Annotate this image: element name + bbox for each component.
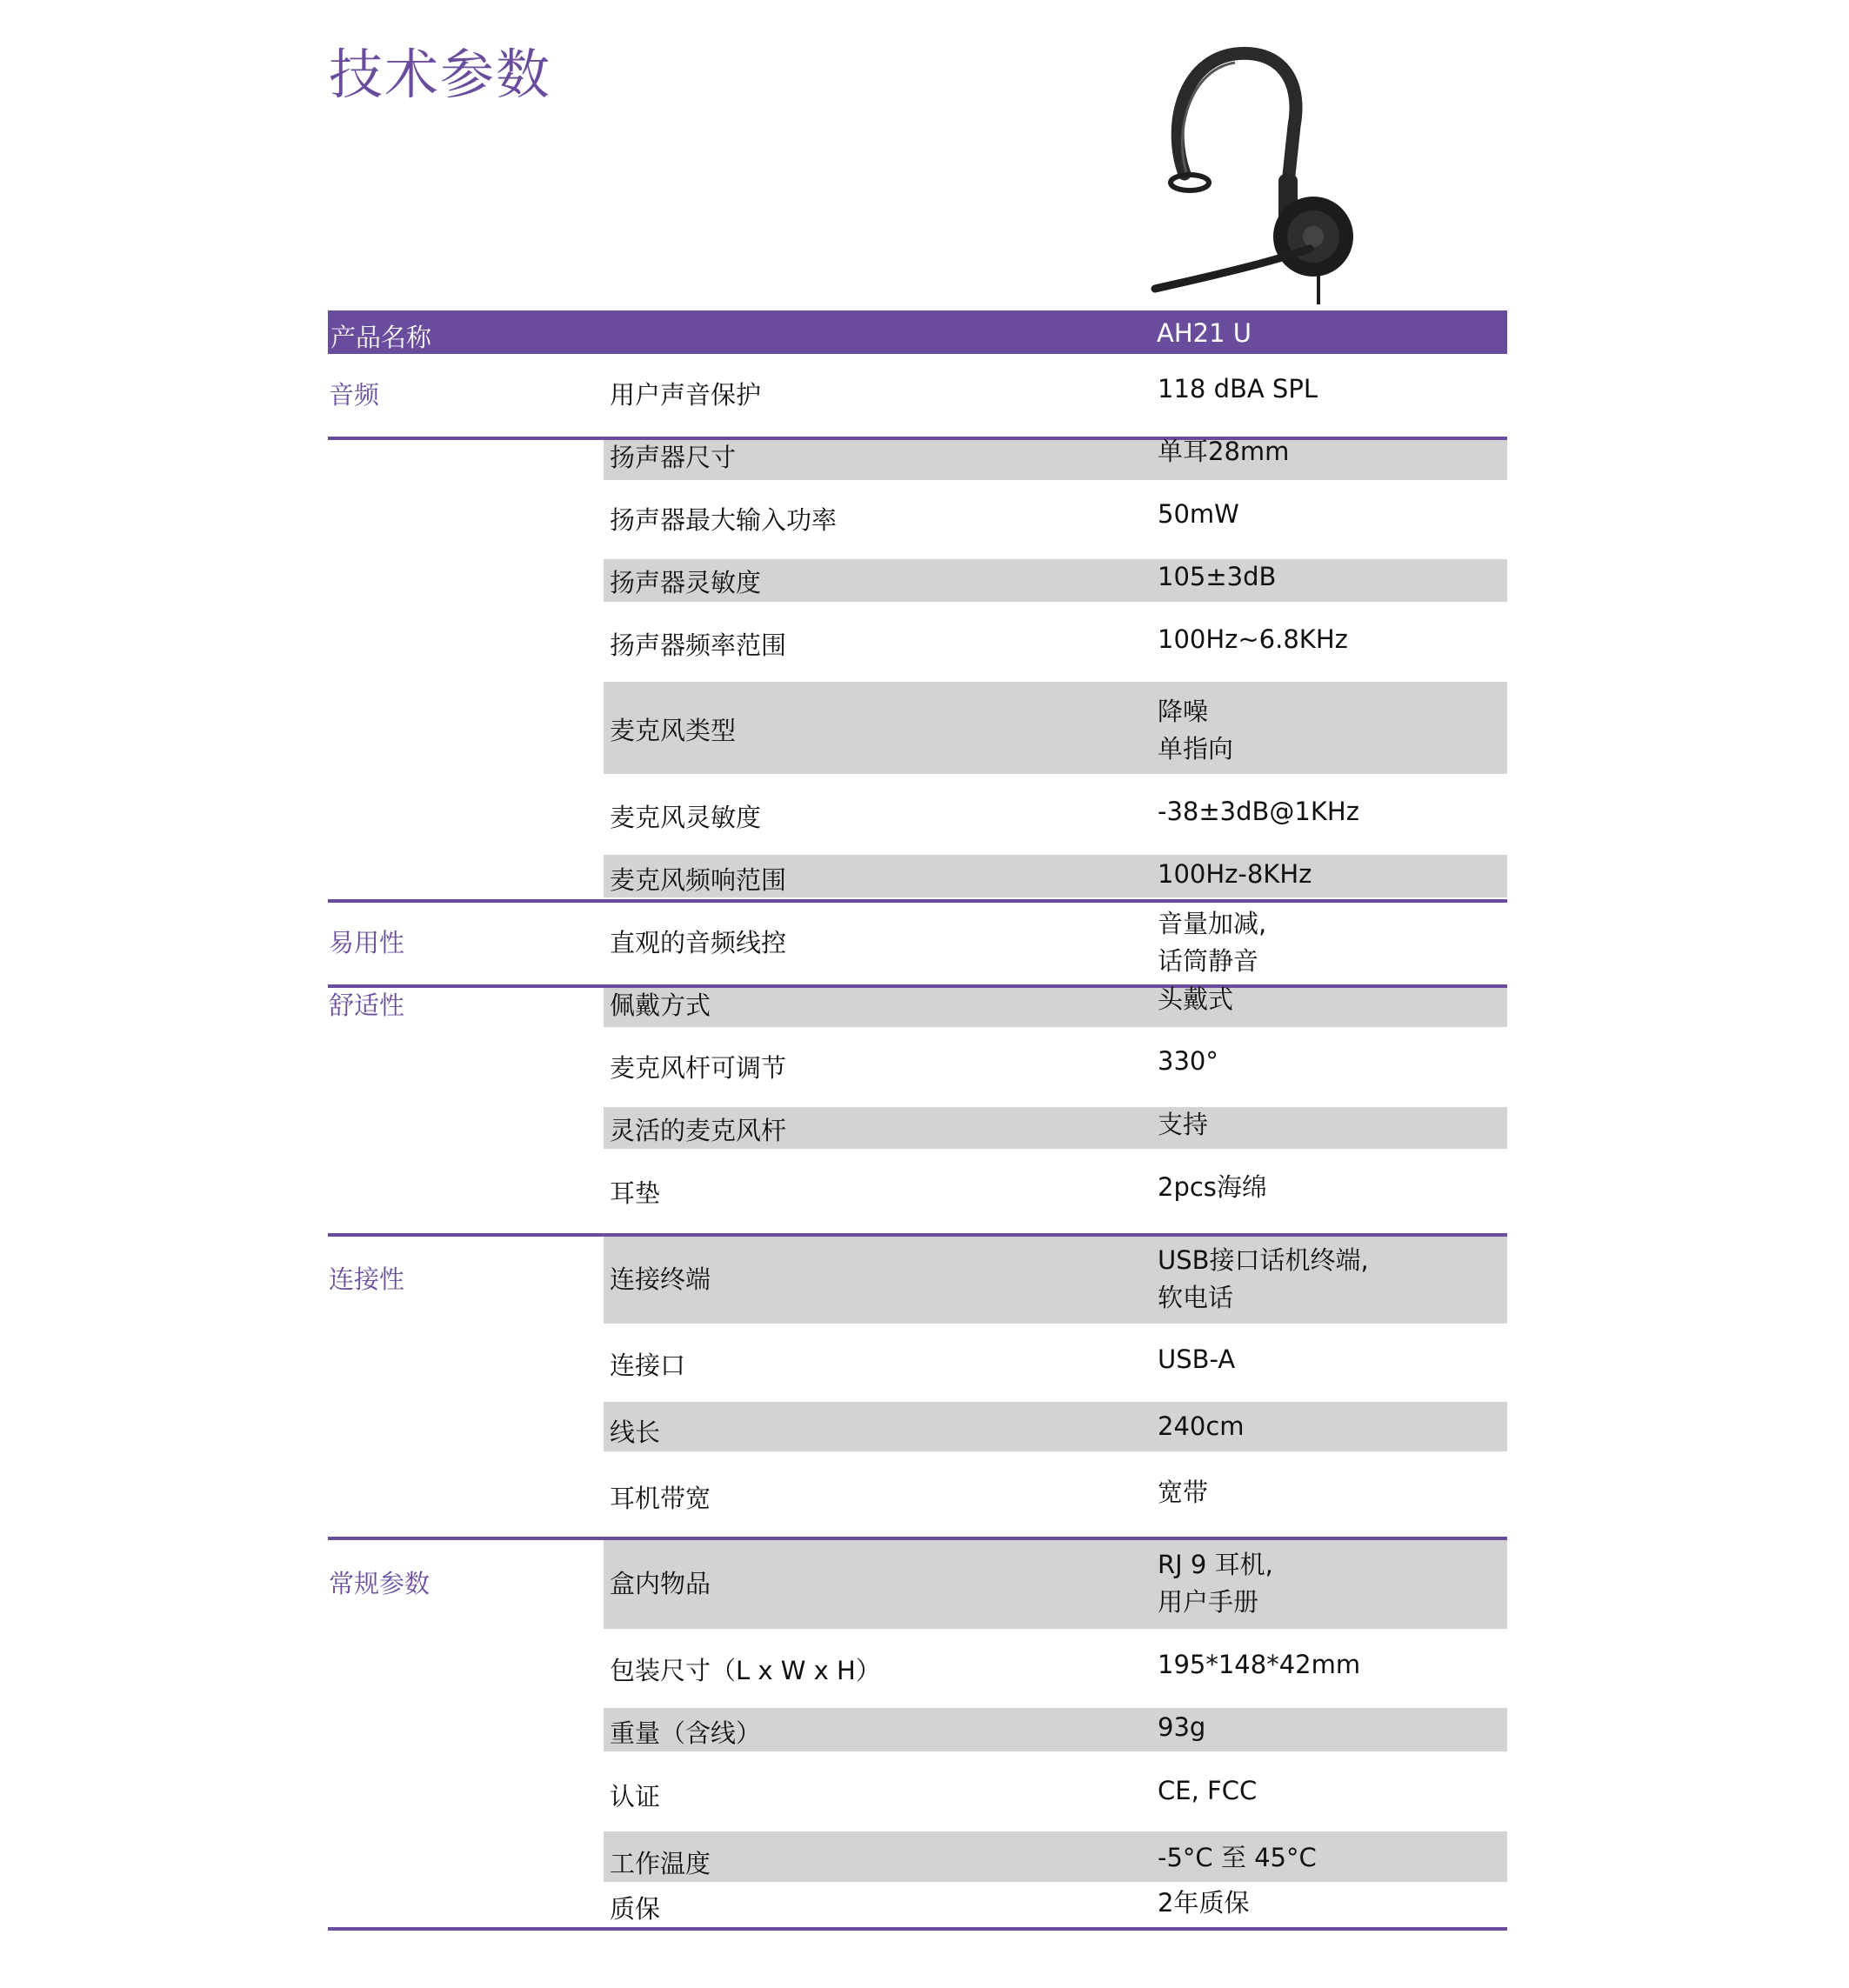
spec-value: 50mW — [1158, 499, 1239, 529]
spec-label: 重量（含线） — [610, 1718, 762, 1748]
section-divider — [328, 984, 1507, 988]
section-general: 常规参数 — [329, 1569, 431, 1598]
section-divider — [328, 1537, 1507, 1540]
spec-label: 扬声器尺寸 — [610, 443, 737, 472]
spec-value: 100Hz-8KHz — [1158, 859, 1312, 889]
spec-value: 105±3dB — [1158, 562, 1277, 591]
spec-label: 灵活的麦克风杆 — [610, 1116, 787, 1145]
spec-label: 扬声器频率范围 — [610, 630, 787, 660]
section-divider — [328, 1233, 1507, 1237]
spec-value: 195*148*42mm — [1158, 1650, 1361, 1679]
spec-value: -38±3dB@1KHz — [1158, 797, 1359, 826]
spec-value: CE, FCC — [1158, 1776, 1258, 1805]
spec-value: 118 dBA SPL — [1158, 374, 1318, 404]
spec-label: 包装尺寸（L x W x H） — [610, 1656, 881, 1685]
section-comfort: 舒适性 — [329, 991, 405, 1020]
spec-value: 单耳28mm — [1158, 437, 1290, 466]
spec-value: 240cm — [1158, 1411, 1245, 1441]
spec-label: 麦克风灵敏度 — [610, 803, 762, 832]
header-product-name-label: 产品名称 — [330, 323, 432, 352]
spec-label: 耳机带宽 — [610, 1484, 711, 1513]
spec-label: 连接终端 — [610, 1264, 711, 1294]
spec-label: 麦克风频响范围 — [610, 865, 787, 895]
spec-value: 宽带 — [1158, 1478, 1209, 1507]
spec-label: 认证 — [610, 1782, 661, 1811]
spec-label: 直观的音频线控 — [610, 928, 787, 957]
spec-label: 佩戴方式 — [610, 991, 711, 1020]
header-model-value: AH21 U — [1157, 318, 1252, 348]
spec-value: 2pcs海绵 — [1158, 1172, 1267, 1202]
section-connectivity: 连接性 — [329, 1264, 405, 1294]
spec-label: 扬声器最大输入功率 — [610, 505, 838, 535]
spec-label: 盒内物品 — [610, 1569, 711, 1598]
spec-value: -5°C 至 45°C — [1158, 1843, 1317, 1872]
header-bar — [328, 310, 1507, 354]
spec-value: USB接口话机终端, 软电话 — [1158, 1245, 1369, 1312]
spec-value: 330° — [1158, 1046, 1218, 1076]
row-band — [604, 438, 1507, 480]
spec-label: 线长 — [610, 1418, 661, 1447]
spec-value: 100Hz~6.8KHz — [1158, 624, 1348, 654]
spec-value: 头戴式 — [1158, 984, 1234, 1014]
row-band — [604, 1831, 1507, 1882]
headset-product-image — [1148, 43, 1374, 313]
spec-value: USB-A — [1158, 1344, 1236, 1374]
page-title: 技术参数 — [329, 43, 552, 106]
spec-label: 麦克风类型 — [610, 716, 737, 745]
spec-value: 音量加减, 话筒静音 — [1158, 909, 1267, 976]
spec-value: 93g — [1158, 1712, 1206, 1742]
spec-value: 支持 — [1158, 1110, 1209, 1139]
spec-label: 连接口 — [610, 1351, 686, 1380]
spec-label: 耳垫 — [610, 1178, 661, 1208]
section-divider — [328, 899, 1507, 903]
row-band — [604, 986, 1507, 1027]
row-band — [604, 1233, 1507, 1324]
section-audio: 音频 — [329, 380, 380, 410]
section-divider — [328, 437, 1507, 440]
row-band — [604, 682, 1507, 774]
spec-label: 扬声器灵敏度 — [610, 568, 762, 597]
spec-label: 麦克风杆可调节 — [610, 1053, 787, 1083]
spec-label: 用户声音保护 — [610, 380, 762, 410]
spec-value: 2年质保 — [1158, 1888, 1250, 1918]
row-band — [604, 1402, 1507, 1451]
spec-label: 质保 — [610, 1894, 661, 1924]
row-band — [604, 1538, 1507, 1629]
section-divider — [328, 1927, 1507, 1931]
spec-value: 降噪 单指向 — [1158, 697, 1234, 764]
spec-label: 工作温度 — [610, 1849, 711, 1878]
section-usability: 易用性 — [329, 928, 405, 957]
spec-value: RJ 9 耳机, 用户手册 — [1158, 1550, 1273, 1617]
